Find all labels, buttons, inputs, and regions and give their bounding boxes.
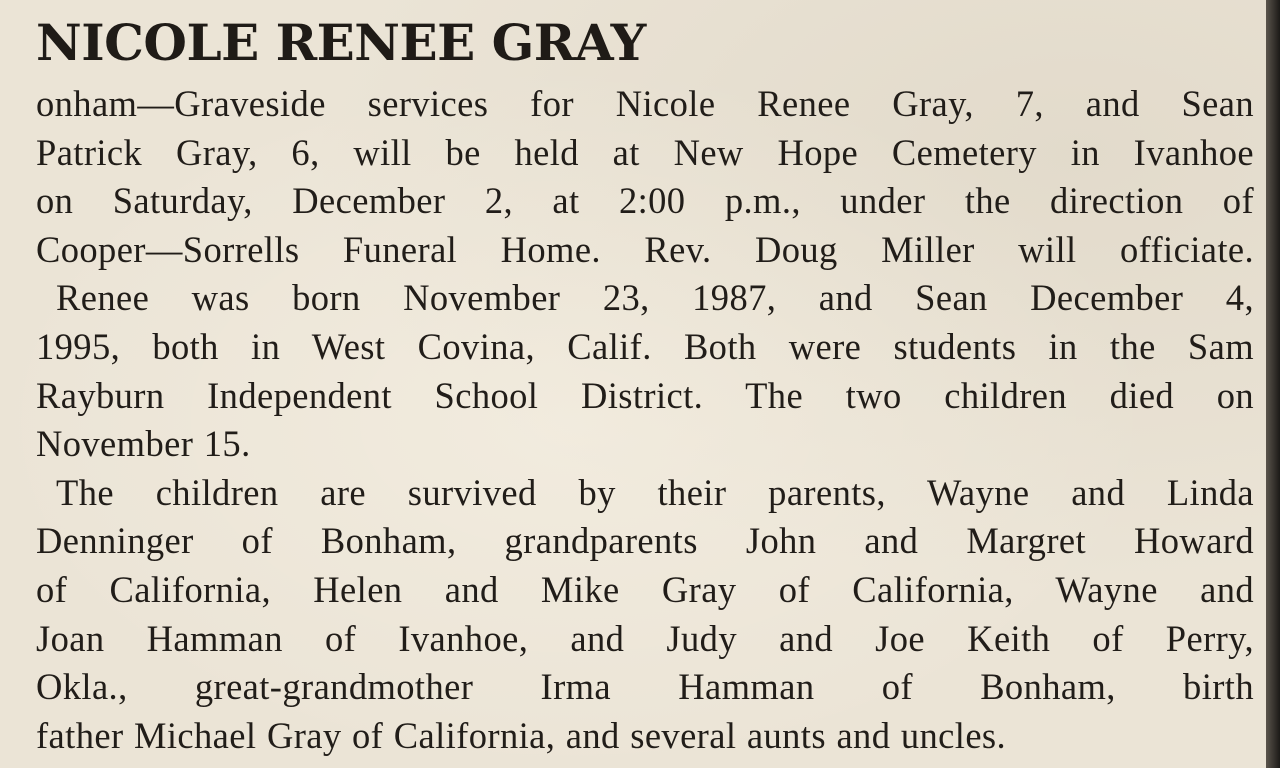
text-line: Okla., great-grandmother Irma Hamman of Bonham, birth xyxy=(36,666,1254,708)
clipping-edge-shadow xyxy=(1266,0,1280,768)
paragraph-survivors xyxy=(36,469,1254,761)
text-line: The children are survived by their parents, Wayne and Linda xyxy=(56,471,1254,513)
text-line: November 15. xyxy=(36,423,251,465)
text-line: onham—Graveside services for Nicole Renee Gray, 7, and Sean xyxy=(36,83,1254,124)
text-line: Cooper—Sorrells Funeral Home. Rev. Doug Miller will officiate. xyxy=(36,228,1254,270)
obituary-body xyxy=(36,80,1254,760)
paragraph-services xyxy=(36,80,1254,274)
text-line: Rayburn Independent School District. The two children died on xyxy=(36,374,1254,416)
text-line: father Michael Gray of California, and several aunts and uncles. xyxy=(36,714,1007,756)
text-line: Renee was born November 23, 1987, and Sean December 4, xyxy=(56,277,1254,319)
text-line: 1995, both in West Covina, Calif. Both were students in the Sam xyxy=(36,325,1254,367)
text-line: of California, Helen and Mike Gray of California, Wayne and xyxy=(36,568,1254,610)
text-line: Denninger of Bonham, grandparents John and Margret Howard xyxy=(36,520,1254,562)
text-line: on Saturday, December 2, at 2:00 p.m., under the direction of xyxy=(36,180,1254,222)
paragraph-birth xyxy=(36,274,1254,468)
text-line: Patrick Gray, 6, will be held at New Hope Cemetery in Ivanhoe xyxy=(36,131,1254,173)
obituary-headline: NICOLE RENEE GRAY xyxy=(36,13,646,72)
text-line: Joan Hamman of Ivanhoe, and Judy and Joe Keith of Perry, xyxy=(36,617,1254,659)
